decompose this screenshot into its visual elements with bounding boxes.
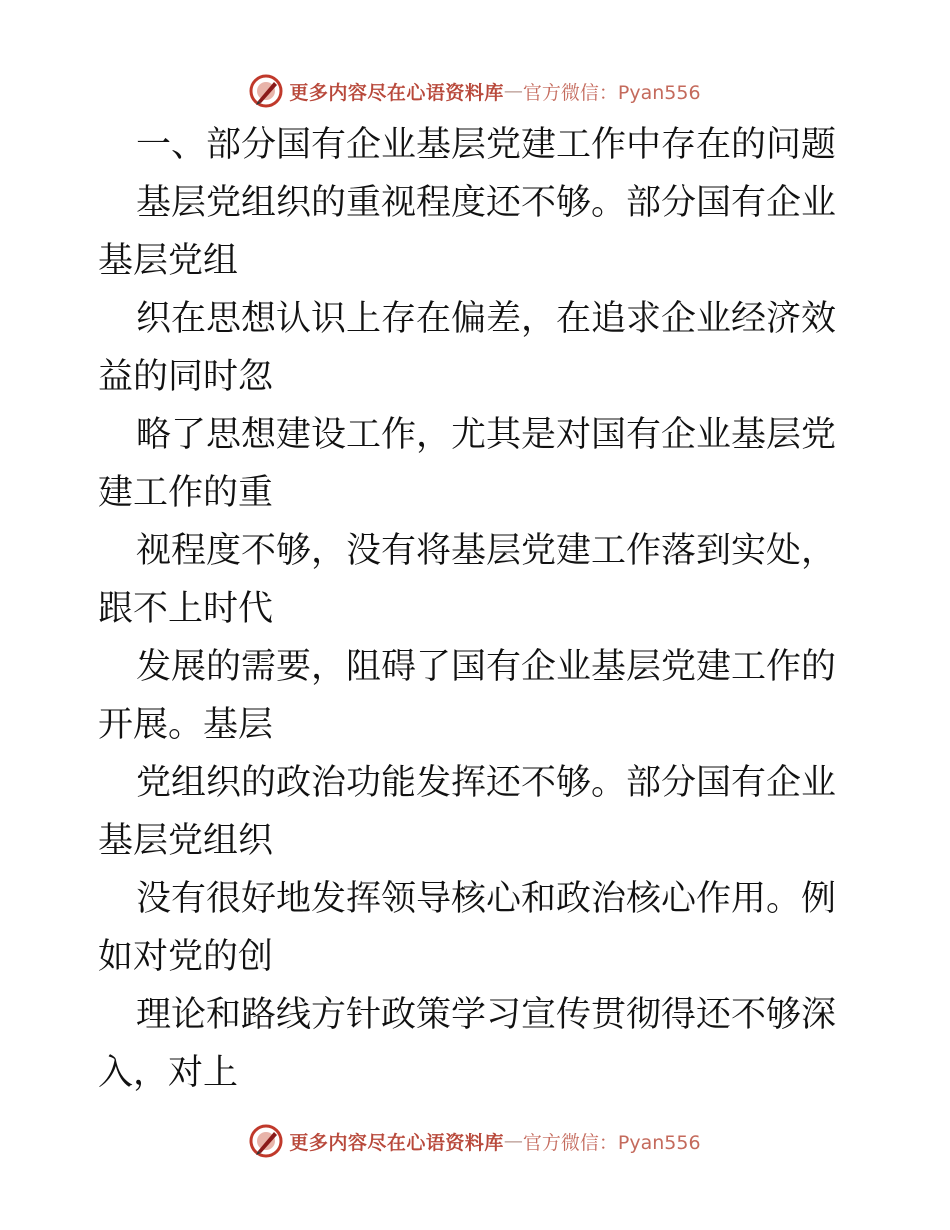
paragraph: 织在思想认识上存在偏差，在追求企业经济效益的同时忽 bbox=[98, 299, 837, 397]
paragraph: 视程度不够，没有将基层党建工作落到实处，跟不上时代 bbox=[98, 531, 837, 629]
header-banner bbox=[0, 71, 950, 111]
paragraph: 党组织的政治功能发挥还不够。部分国有企业基层党组织 bbox=[98, 763, 837, 861]
paragraph: 没有很好地发挥领导核心和政治核心作用。例如对党的创 bbox=[98, 879, 837, 977]
footer-banner bbox=[0, 1121, 950, 1161]
paragraph: 一、部分国有企业基层党建工作中存在的问题 bbox=[136, 125, 837, 165]
banner-main-text: 更多内容尽在心语资料库 bbox=[289, 1131, 504, 1154]
banner-separator: — bbox=[503, 80, 523, 102]
paragraph: 理论和路线方针政策学习宣传贯彻得还不够深入，对上 bbox=[98, 995, 837, 1093]
banner-main-text: 更多内容尽在心语资料库 bbox=[289, 81, 504, 104]
banner-wechat-text: 官方微信：Pyan556 bbox=[522, 1131, 701, 1154]
banner-separator: — bbox=[503, 1130, 523, 1152]
banner-wechat-text: 官方微信：Pyan556 bbox=[522, 81, 701, 104]
pen-logo-icon bbox=[249, 1124, 283, 1158]
paragraph: 基层党组织的重视程度还不够。部分国有企业基层党组 bbox=[98, 183, 837, 281]
paragraph: 略了思想建设工作，尤其是对国有企业基层党建工作的重 bbox=[98, 415, 837, 513]
document-body bbox=[98, 116, 858, 1102]
paragraph: 发展的需要，阻碍了国有企业基层党建工作的开展。基层 bbox=[98, 647, 837, 745]
pen-logo-icon bbox=[249, 74, 283, 108]
